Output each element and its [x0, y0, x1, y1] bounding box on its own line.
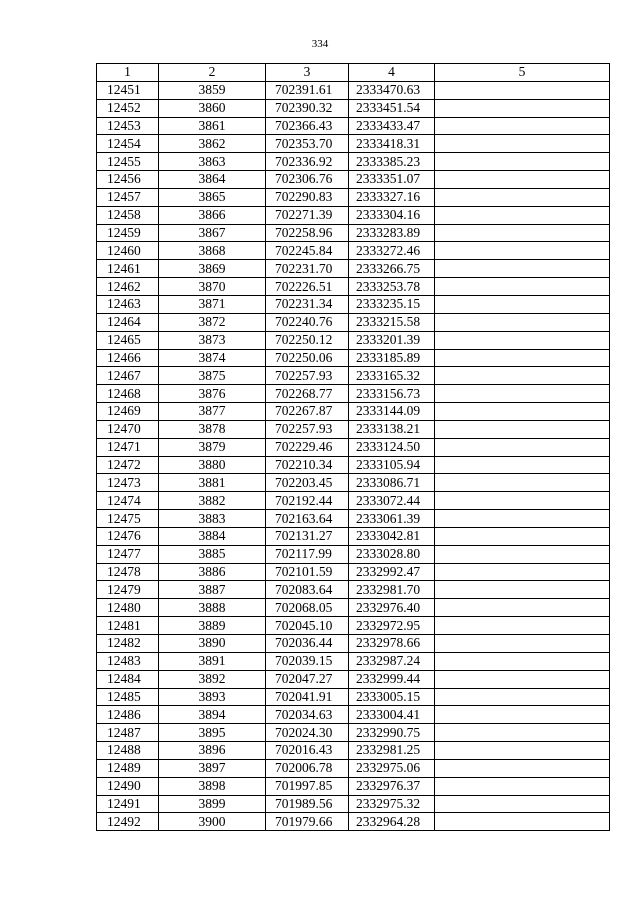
table-cell-col-4: 2333028.80 — [349, 545, 435, 563]
table-header — [97, 64, 610, 82]
table-cell-col-2: 3865 — [159, 188, 266, 206]
table-cell-col-5 — [435, 331, 610, 349]
table-cell-col-4: 2332999.44 — [349, 670, 435, 688]
table-cell-col-1: 12483 — [97, 652, 159, 670]
table-row — [97, 278, 610, 296]
table-cell-col-5 — [435, 545, 610, 563]
table-cell-col-3: 702047.27 — [266, 670, 349, 688]
table-cell-col-5 — [435, 635, 610, 653]
table-row — [97, 117, 610, 135]
table-cell-col-4: 2332990.75 — [349, 724, 435, 742]
table-cell-col-2: 3863 — [159, 153, 266, 171]
table-cell-col-5 — [435, 278, 610, 296]
table-cell-col-5 — [435, 99, 610, 117]
table-cell-col-3: 702229.46 — [266, 438, 349, 456]
table-cell-col-3: 702034.63 — [266, 706, 349, 724]
table-cell-col-1: 12467 — [97, 367, 159, 385]
table-cell-col-5 — [435, 420, 610, 438]
table-cell-col-5 — [435, 563, 610, 581]
table-row — [97, 652, 610, 670]
table-cell-col-1: 12469 — [97, 403, 159, 421]
table-cell-col-1: 12489 — [97, 759, 159, 777]
table-cell-col-2: 3867 — [159, 224, 266, 242]
table-cell-col-1: 12485 — [97, 688, 159, 706]
table-cell-col-4: 2332976.37 — [349, 777, 435, 795]
table-row — [97, 724, 610, 742]
table-row — [97, 420, 610, 438]
table-cell-col-2: 3893 — [159, 688, 266, 706]
table-cell-col-4: 2332992.47 — [349, 563, 435, 581]
table-row — [97, 795, 610, 813]
table-row — [97, 135, 610, 153]
table-cell-col-2: 3884 — [159, 527, 266, 545]
table-cell-col-5 — [435, 171, 610, 189]
table-cell-col-2: 3874 — [159, 349, 266, 367]
table-cell-col-4: 2333156.73 — [349, 385, 435, 403]
table-cell-col-5 — [435, 688, 610, 706]
table-cell-col-3: 702271.39 — [266, 206, 349, 224]
table-cell-col-1: 12480 — [97, 599, 159, 617]
table-cell-col-2: 3878 — [159, 420, 266, 438]
table-cell-col-3: 702268.77 — [266, 385, 349, 403]
table-cell-col-2: 3862 — [159, 135, 266, 153]
table-cell-col-1: 12452 — [97, 99, 159, 117]
table-cell-col-1: 12457 — [97, 188, 159, 206]
table-cell-col-4: 2333433.47 — [349, 117, 435, 135]
table-cell-col-2: 3898 — [159, 777, 266, 795]
table-cell-col-3: 702245.84 — [266, 242, 349, 260]
table-row — [97, 563, 610, 581]
table-cell-col-3: 702231.70 — [266, 260, 349, 278]
table-cell-col-4: 2333470.63 — [349, 81, 435, 99]
table-cell-col-1: 12465 — [97, 331, 159, 349]
table-cell-col-3: 702257.93 — [266, 367, 349, 385]
table-cell-col-5 — [435, 813, 610, 831]
table-cell-col-5 — [435, 153, 610, 171]
table-cell-col-2: 3895 — [159, 724, 266, 742]
table-cell-col-3: 701997.85 — [266, 777, 349, 795]
column-header-4: 4 — [349, 64, 435, 82]
table-cell-col-4: 2332978.66 — [349, 635, 435, 653]
table-cell-col-1: 12474 — [97, 492, 159, 510]
table-cell-col-3: 702257.93 — [266, 420, 349, 438]
table-cell-col-4: 2333304.16 — [349, 206, 435, 224]
table-cell-col-5 — [435, 599, 610, 617]
table-cell-col-1: 12459 — [97, 224, 159, 242]
table-cell-col-4: 2333138.21 — [349, 420, 435, 438]
table-cell-col-2: 3888 — [159, 599, 266, 617]
table-cell-col-5 — [435, 188, 610, 206]
table-cell-col-1: 12471 — [97, 438, 159, 456]
table-cell-col-5 — [435, 742, 610, 760]
table-row — [97, 367, 610, 385]
table-cell-col-2: 3872 — [159, 313, 266, 331]
table-cell-col-4: 2333165.32 — [349, 367, 435, 385]
table-cell-col-5 — [435, 403, 610, 421]
table-cell-col-3: 702045.10 — [266, 617, 349, 635]
table-cell-col-2: 3894 — [159, 706, 266, 724]
table-row — [97, 599, 610, 617]
table-cell-col-5 — [435, 456, 610, 474]
table-cell-col-2: 3890 — [159, 635, 266, 653]
table-cell-col-1: 12451 — [97, 81, 159, 99]
table-cell-col-5 — [435, 795, 610, 813]
table-row — [97, 313, 610, 331]
table-row — [97, 349, 610, 367]
table-cell-col-4: 2332964.28 — [349, 813, 435, 831]
table-cell-col-1: 12491 — [97, 795, 159, 813]
table-cell-col-3: 702366.43 — [266, 117, 349, 135]
table-cell-col-1: 12479 — [97, 581, 159, 599]
table-cell-col-3: 701989.56 — [266, 795, 349, 813]
table-cell-col-4: 2333185.89 — [349, 349, 435, 367]
table-cell-col-5 — [435, 652, 610, 670]
table-row — [97, 81, 610, 99]
table-row — [97, 742, 610, 760]
table-cell-col-5 — [435, 510, 610, 528]
table-cell-col-5 — [435, 581, 610, 599]
table-row — [97, 224, 610, 242]
table-cell-col-1: 12482 — [97, 635, 159, 653]
table-cell-col-4: 2333266.75 — [349, 260, 435, 278]
table-cell-col-3: 702203.45 — [266, 474, 349, 492]
table-cell-col-2: 3873 — [159, 331, 266, 349]
table-cell-col-2: 3866 — [159, 206, 266, 224]
table-cell-col-2: 3868 — [159, 242, 266, 260]
table-cell-col-1: 12454 — [97, 135, 159, 153]
table-cell-col-2: 3892 — [159, 670, 266, 688]
table-cell-col-4: 2332975.06 — [349, 759, 435, 777]
table-cell-col-3: 702006.78 — [266, 759, 349, 777]
table-cell-col-5 — [435, 706, 610, 724]
table-cell-col-4: 2332981.70 — [349, 581, 435, 599]
table-cell-col-5 — [435, 527, 610, 545]
table-cell-col-3: 702226.51 — [266, 278, 349, 296]
table-row — [97, 171, 610, 189]
column-header-5: 5 — [435, 64, 610, 82]
table-cell-col-1: 12464 — [97, 313, 159, 331]
table-cell-col-5 — [435, 438, 610, 456]
table-row — [97, 331, 610, 349]
table-cell-col-2: 3860 — [159, 99, 266, 117]
table-cell-col-2: 3877 — [159, 403, 266, 421]
table-cell-col-1: 12473 — [97, 474, 159, 492]
table-cell-col-2: 3880 — [159, 456, 266, 474]
table-row — [97, 188, 610, 206]
table-cell-col-1: 12478 — [97, 563, 159, 581]
table-cell-col-5 — [435, 492, 610, 510]
column-header-3: 3 — [266, 64, 349, 82]
table-cell-col-1: 12488 — [97, 742, 159, 760]
column-header-2: 2 — [159, 64, 266, 82]
table-cell-col-3: 702036.44 — [266, 635, 349, 653]
table-row — [97, 617, 610, 635]
table-cell-col-4: 2332987.24 — [349, 652, 435, 670]
table-cell-col-3: 702083.64 — [266, 581, 349, 599]
table-row — [97, 813, 610, 831]
table-cell-col-5 — [435, 224, 610, 242]
column-header-1: 1 — [97, 64, 159, 82]
table-cell-col-5 — [435, 367, 610, 385]
table-cell-col-4: 2332975.32 — [349, 795, 435, 813]
table-cell-col-4: 2333451.54 — [349, 99, 435, 117]
table-cell-col-4: 2333042.81 — [349, 527, 435, 545]
table-cell-col-2: 3870 — [159, 278, 266, 296]
table-cell-col-4: 2333351.07 — [349, 171, 435, 189]
table-cell-col-5 — [435, 724, 610, 742]
table-cell-col-1: 12456 — [97, 171, 159, 189]
table-cell-col-1: 12475 — [97, 510, 159, 528]
table-row — [97, 438, 610, 456]
table-row — [97, 295, 610, 313]
table-cell-col-4: 2332972.95 — [349, 617, 435, 635]
table-cell-col-4: 2333235.15 — [349, 295, 435, 313]
table-cell-col-5 — [435, 206, 610, 224]
table-cell-col-3: 701979.66 — [266, 813, 349, 831]
table-cell-col-2: 3875 — [159, 367, 266, 385]
table-row — [97, 545, 610, 563]
table-cell-col-1: 12455 — [97, 153, 159, 171]
table-cell-col-3: 702306.76 — [266, 171, 349, 189]
table-cell-col-2: 3879 — [159, 438, 266, 456]
table-cell-col-5 — [435, 117, 610, 135]
table-cell-col-3: 702024.30 — [266, 724, 349, 742]
table-cell-col-2: 3899 — [159, 795, 266, 813]
table-cell-col-3: 702267.87 — [266, 403, 349, 421]
table-cell-col-1: 12462 — [97, 278, 159, 296]
table-row — [97, 510, 610, 528]
table-cell-col-1: 12470 — [97, 420, 159, 438]
table-row — [97, 581, 610, 599]
page-number: 334 — [311, 38, 329, 50]
table-cell-col-3: 702131.27 — [266, 527, 349, 545]
table-cell-col-4: 2333004.41 — [349, 706, 435, 724]
table-cell-col-5 — [435, 81, 610, 99]
table-cell-col-4: 2333215.58 — [349, 313, 435, 331]
table-row — [97, 456, 610, 474]
table-cell-col-1: 12481 — [97, 617, 159, 635]
table-cell-col-3: 702258.96 — [266, 224, 349, 242]
table-cell-col-3: 702240.76 — [266, 313, 349, 331]
table-cell-col-2: 3897 — [159, 759, 266, 777]
table-cell-col-4: 2332981.25 — [349, 742, 435, 760]
table-cell-col-3: 702250.12 — [266, 331, 349, 349]
table-row — [97, 474, 610, 492]
table-cell-col-1: 12487 — [97, 724, 159, 742]
table-cell-col-2: 3883 — [159, 510, 266, 528]
table-cell-col-5 — [435, 759, 610, 777]
table-cell-col-2: 3882 — [159, 492, 266, 510]
table-cell-col-3: 702390.32 — [266, 99, 349, 117]
table-cell-col-3: 702039.15 — [266, 652, 349, 670]
table-cell-col-1: 12463 — [97, 295, 159, 313]
table-cell-col-3: 702231.34 — [266, 295, 349, 313]
table-cell-col-3: 702041.91 — [266, 688, 349, 706]
table-cell-col-1: 12476 — [97, 527, 159, 545]
table-cell-col-3: 702391.61 — [266, 81, 349, 99]
table-cell-col-1: 12472 — [97, 456, 159, 474]
table-cell-col-2: 3900 — [159, 813, 266, 831]
table-cell-col-2: 3891 — [159, 652, 266, 670]
table-cell-col-2: 3876 — [159, 385, 266, 403]
table-cell-col-2: 3861 — [159, 117, 266, 135]
table-cell-col-4: 2333086.71 — [349, 474, 435, 492]
table-cell-col-4: 2333072.44 — [349, 492, 435, 510]
table-cell-col-2: 3864 — [159, 171, 266, 189]
table-cell-col-5 — [435, 313, 610, 331]
table-cell-col-4: 2333201.39 — [349, 331, 435, 349]
table-cell-col-3: 702353.70 — [266, 135, 349, 153]
table-cell-col-4: 2333385.23 — [349, 153, 435, 171]
table-cell-col-3: 702163.64 — [266, 510, 349, 528]
table-cell-col-1: 12453 — [97, 117, 159, 135]
table-cell-col-2: 3887 — [159, 581, 266, 599]
table-cell-col-2: 3889 — [159, 617, 266, 635]
table-cell-col-2: 3859 — [159, 81, 266, 99]
table-cell-col-5 — [435, 135, 610, 153]
table-cell-col-4: 2333418.31 — [349, 135, 435, 153]
table-row — [97, 385, 610, 403]
table-cell-col-3: 702210.34 — [266, 456, 349, 474]
table-cell-col-1: 12458 — [97, 206, 159, 224]
table-cell-col-1: 12490 — [97, 777, 159, 795]
table-cell-col-4: 2333272.46 — [349, 242, 435, 260]
table-cell-col-4: 2333005.15 — [349, 688, 435, 706]
table-cell-col-5 — [435, 385, 610, 403]
table-cell-col-4: 2333105.94 — [349, 456, 435, 474]
header-row — [97, 64, 610, 82]
table-cell-col-3: 702101.59 — [266, 563, 349, 581]
table-cell-col-2: 3871 — [159, 295, 266, 313]
table-row — [97, 759, 610, 777]
table-cell-col-3: 702250.06 — [266, 349, 349, 367]
table-row — [97, 260, 610, 278]
table-cell-col-4: 2333124.50 — [349, 438, 435, 456]
table-cell-col-1: 12477 — [97, 545, 159, 563]
table-cell-col-1: 12466 — [97, 349, 159, 367]
table-cell-col-4: 2333144.09 — [349, 403, 435, 421]
table-cell-col-4: 2333061.39 — [349, 510, 435, 528]
table-row — [97, 242, 610, 260]
table-row — [97, 403, 610, 421]
table-cell-col-1: 12492 — [97, 813, 159, 831]
table-cell-col-5 — [435, 260, 610, 278]
table-cell-col-1: 12486 — [97, 706, 159, 724]
table-cell-col-3: 702192.44 — [266, 492, 349, 510]
table-row — [97, 206, 610, 224]
table-cell-col-3: 702068.05 — [266, 599, 349, 617]
table-cell-col-3: 702016.43 — [266, 742, 349, 760]
table-cell-col-3: 702336.92 — [266, 153, 349, 171]
table-cell-col-5 — [435, 474, 610, 492]
table-row — [97, 706, 610, 724]
table-cell-col-3: 702290.83 — [266, 188, 349, 206]
table-cell-col-1: 12460 — [97, 242, 159, 260]
table-row — [97, 527, 610, 545]
table-cell-col-1: 12468 — [97, 385, 159, 403]
table-cell-col-4: 2332976.40 — [349, 599, 435, 617]
table-cell-col-2: 3896 — [159, 742, 266, 760]
table-cell-col-5 — [435, 670, 610, 688]
table-cell-col-4: 2333327.16 — [349, 188, 435, 206]
table-cell-col-2: 3881 — [159, 474, 266, 492]
table-row — [97, 99, 610, 117]
table-cell-col-1: 12484 — [97, 670, 159, 688]
table-row — [97, 635, 610, 653]
table-row — [97, 670, 610, 688]
table-cell-col-5 — [435, 777, 610, 795]
table-cell-col-2: 3869 — [159, 260, 266, 278]
table-cell-col-5 — [435, 242, 610, 260]
table-row — [97, 492, 610, 510]
table-cell-col-4: 2333283.89 — [349, 224, 435, 242]
table-cell-col-4: 2333253.78 — [349, 278, 435, 296]
table-row — [97, 777, 610, 795]
coordinates-table — [96, 63, 610, 831]
table-cell-col-3: 702117.99 — [266, 545, 349, 563]
table-row — [97, 153, 610, 171]
table-row — [97, 688, 610, 706]
table-cell-col-2: 3886 — [159, 563, 266, 581]
table-cell-col-1: 12461 — [97, 260, 159, 278]
table-cell-col-2: 3885 — [159, 545, 266, 563]
table-cell-col-5 — [435, 295, 610, 313]
table-cell-col-5 — [435, 349, 610, 367]
table-body — [97, 81, 610, 830]
table-cell-col-5 — [435, 617, 610, 635]
